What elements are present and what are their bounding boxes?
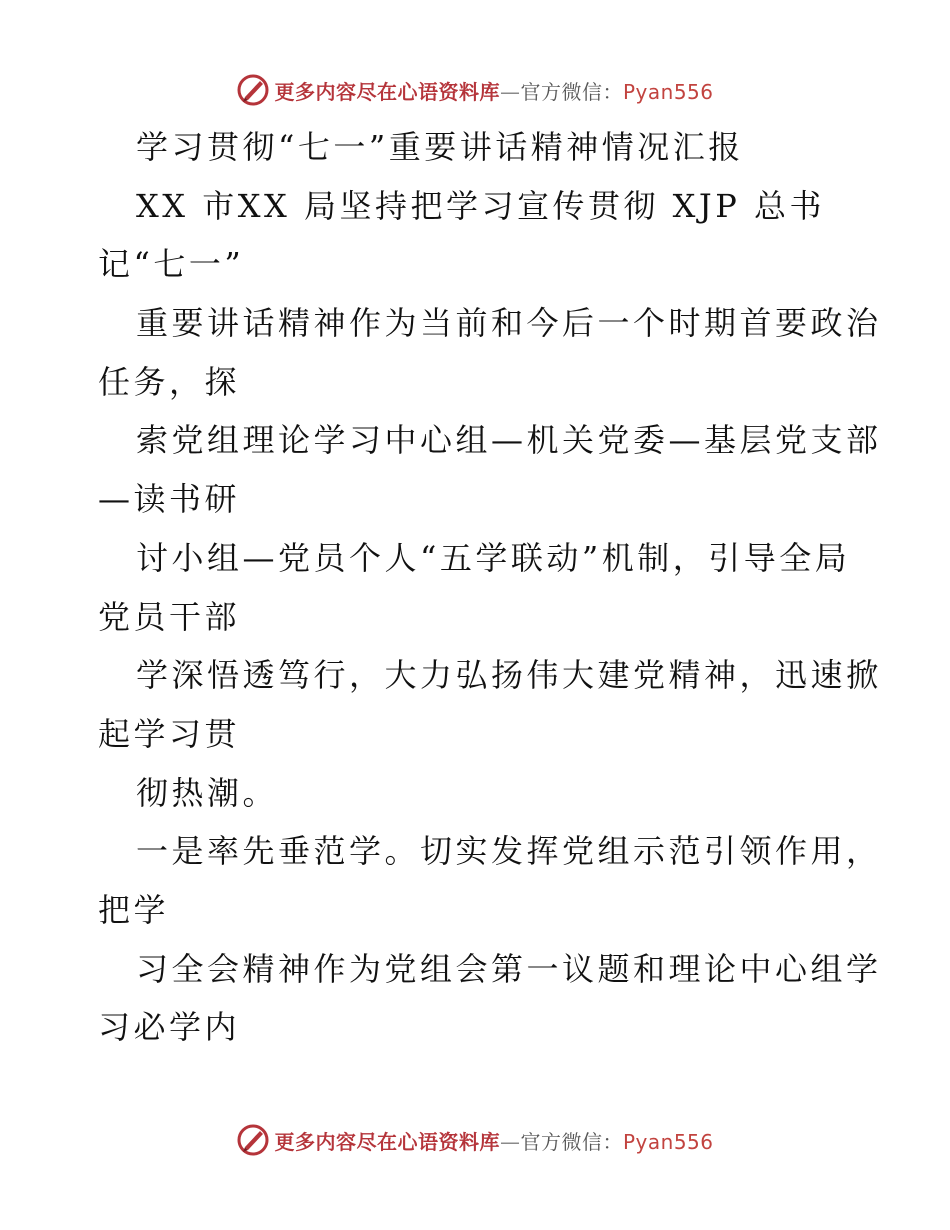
banner-wechat-id: Pyan556 — [622, 79, 714, 104]
paragraph-line: 一是率先垂范学。切实发挥党组示范引领作用， — [136, 832, 882, 871]
paragraph-line: 学深悟透笃行，大力弘扬伟大建党精神，迅速掀 — [136, 656, 882, 695]
paragraph-line: 彻热潮。 — [136, 773, 279, 812]
paragraph-line: 把学 — [98, 890, 170, 929]
paragraph-line: 讨小组—党员个人“五学联动”机制，引导全局 — [136, 538, 851, 577]
banner-wechat-label: 官方微信： — [520, 1129, 623, 1154]
paragraph-line: 习全会精神作为党组会第一议题和理论中心组学 — [136, 949, 882, 988]
document-title: 学习贯彻“七一”重要讲话精神情况汇报 — [136, 128, 744, 166]
quill-pen-logo-icon — [236, 73, 270, 107]
paragraph-line: 习必学内 — [98, 1008, 241, 1047]
banner-main-text: 更多内容尽在心语资料库 — [274, 79, 500, 104]
banner-wechat-label: 官方微信： — [520, 79, 623, 104]
header-banner — [0, 70, 950, 110]
footer-banner — [0, 1120, 950, 1160]
banner-wechat-id: Pyan556 — [622, 1129, 714, 1154]
paragraph-line: 索党组理论学习中心组—机关党委—基层党支部 — [136, 421, 882, 460]
document-body — [98, 118, 882, 1057]
paragraph-line: 重要讲话精神作为当前和今后一个时期首要政治 — [136, 304, 882, 343]
banner-separator: — — [499, 1129, 521, 1154]
banner-separator: — — [499, 79, 521, 104]
banner-text — [274, 76, 713, 105]
paragraph-line: 记“七一” — [98, 245, 245, 284]
paragraph-line: 起学习贯 — [98, 714, 241, 753]
quill-pen-logo-icon — [236, 1123, 270, 1157]
paragraph-line: XX 市XX 局坚持把学习宣传贯彻 XJP 总书 — [136, 186, 825, 225]
paragraph-line: —读书研 — [98, 480, 241, 519]
banner-main-text: 更多内容尽在心语资料库 — [274, 1129, 500, 1154]
banner-text — [274, 1126, 713, 1155]
paragraph-line: 党员干部 — [98, 597, 241, 636]
paragraph-line: 任务，探 — [98, 362, 241, 401]
